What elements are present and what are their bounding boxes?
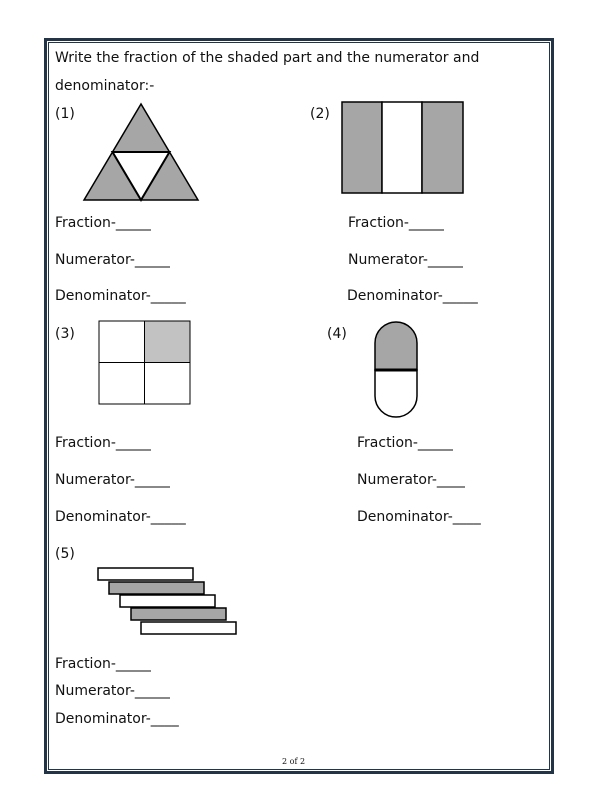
question-1-numerator: Numerator-_____	[55, 252, 170, 268]
question-2-numerator: Numerator-_____	[348, 252, 463, 268]
question-4-denominator: Denominator-____	[357, 509, 481, 525]
question-2-fraction: Fraction-_____	[348, 215, 444, 231]
question-4-fraction: Fraction-_____	[357, 435, 453, 451]
question-4-numerator: Numerator-____	[357, 472, 465, 488]
question-5-numerator: Numerator-_____	[55, 683, 170, 699]
question-5-denominator: Denominator-____	[55, 711, 179, 727]
instruction-line-2: denominator:-	[55, 78, 155, 94]
question-2-number: (2)	[310, 106, 330, 122]
question-1-fraction: Fraction-_____	[55, 215, 151, 231]
page-number: 2 of 2	[282, 757, 306, 766]
question-3-grid-figure	[99, 321, 190, 404]
question-3-denominator: Denominator-_____	[55, 509, 186, 525]
question-1-number: (1)	[55, 106, 75, 122]
question-4-number: (4)	[327, 326, 347, 342]
question-3-numerator: Numerator-_____	[55, 472, 170, 488]
question-1-denominator: Denominator-_____	[55, 288, 186, 304]
question-1-triangle-figure	[84, 104, 198, 200]
question-5-fraction: Fraction-_____	[55, 656, 151, 672]
question-3-fraction: Fraction-_____	[55, 435, 151, 451]
question-4-capsule-figure	[374, 321, 418, 418]
question-3-number: (3)	[55, 326, 75, 342]
question-5-stacked-bars-figure	[97, 567, 238, 636]
question-2-rectangle-figure	[342, 102, 463, 193]
question-2-denominator: Denominator-_____	[347, 288, 478, 304]
question-5-number: (5)	[55, 546, 75, 562]
instruction-line-1: Write the fraction of the shaded part and the numerator and	[55, 50, 480, 66]
